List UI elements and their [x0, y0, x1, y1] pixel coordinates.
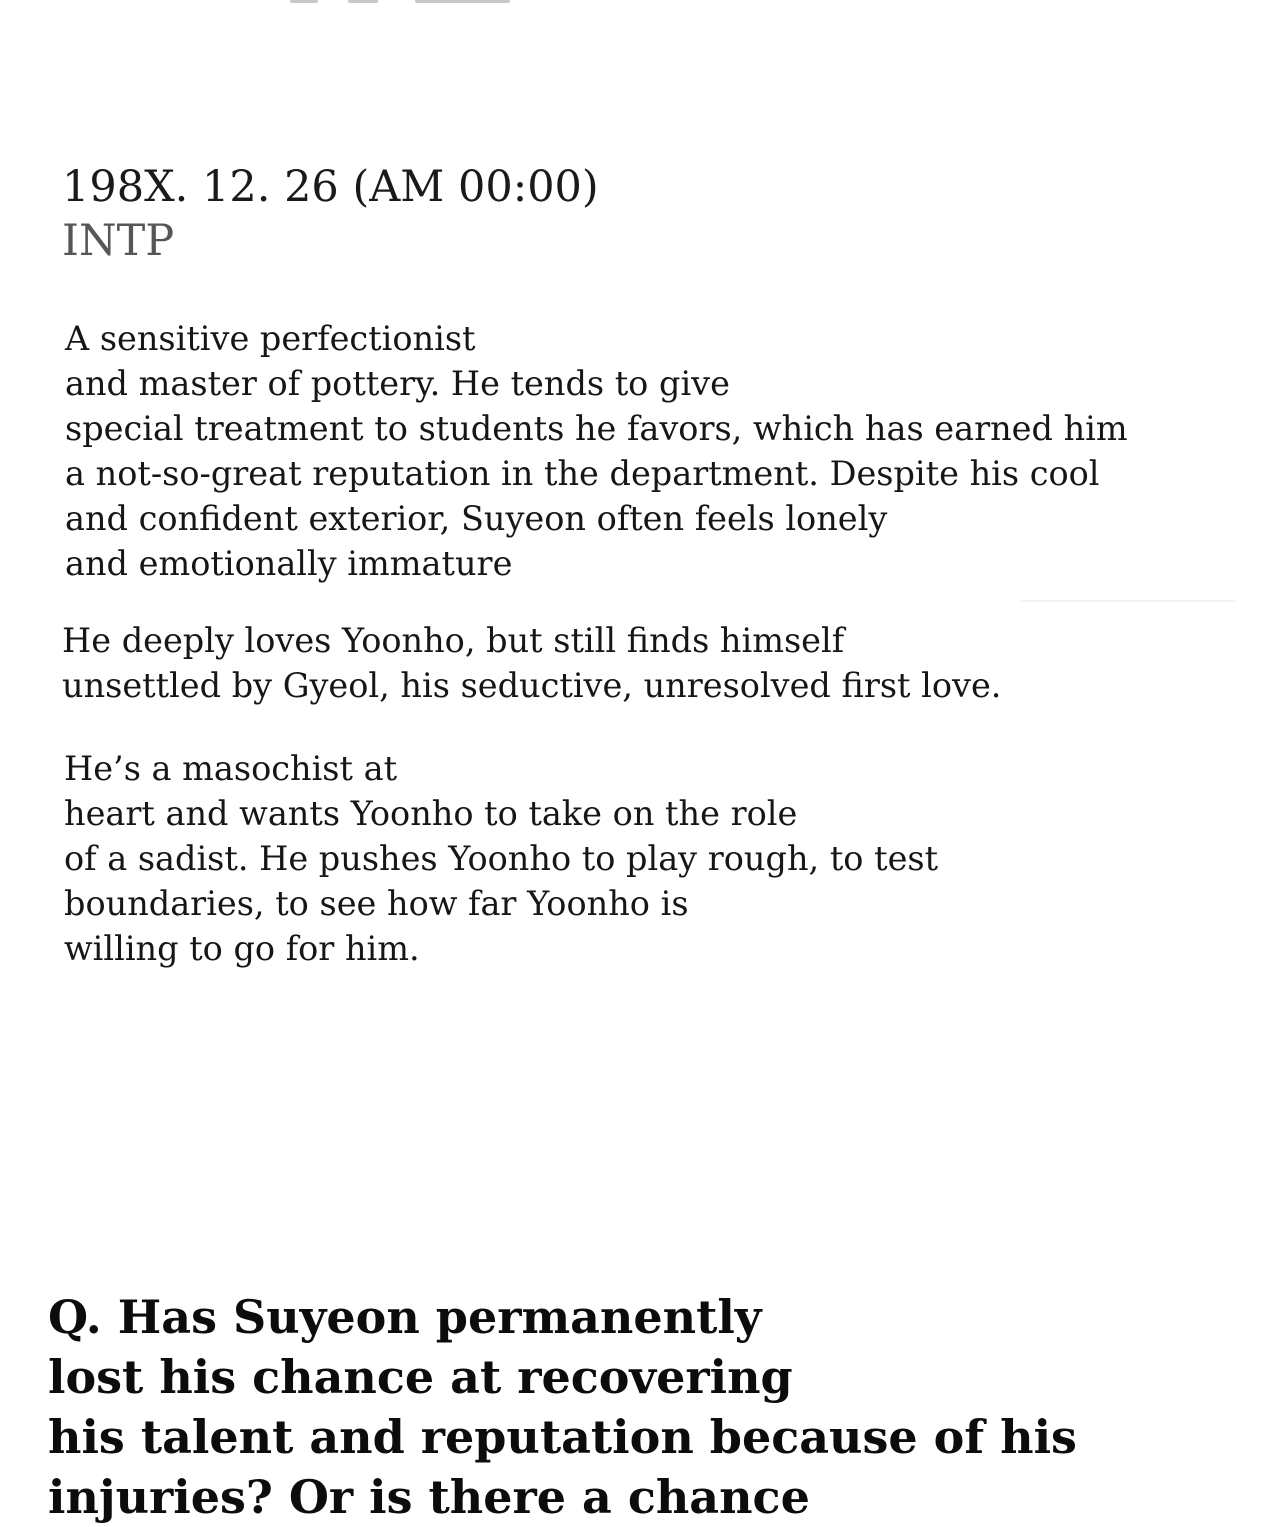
text-line: and emotionally immature — [65, 544, 513, 583]
cropped-text-fragment — [290, 0, 515, 4]
question-line: his talent and reputation because of his — [48, 1410, 1077, 1464]
description-paragraph — [65, 316, 1128, 586]
text-line: a not-so-great reputation in the department. Despite his cool — [65, 454, 1100, 493]
personality-type: INTP — [62, 216, 175, 266]
text-line: willing to go for him. — [64, 929, 420, 968]
text-line: A sensitive perfectionist — [65, 319, 476, 358]
text-line: and master of pottery. He tends to give — [65, 364, 730, 403]
divider — [1020, 600, 1235, 602]
text-line: and confident exterior, Suyeon often feels lonely — [65, 499, 888, 538]
text-line: He deeply loves Yoonho, but still finds himself — [62, 621, 845, 660]
text-line: boundaries, to see how far Yoonho is — [64, 884, 689, 923]
text-line: of a sadist. He pushes Yoonho to play rough, to test — [64, 839, 939, 878]
relationship-paragraph — [62, 618, 1001, 708]
entry-date: 198X. 12. 26 (AM 00:00) — [62, 162, 599, 212]
entry-header — [62, 160, 599, 268]
text-line: special treatment to students he favors, which has earned him — [65, 409, 1128, 448]
text-line: He’s a masochist at — [64, 749, 398, 788]
trait-paragraph — [64, 746, 938, 971]
text-line: heart and wants Yoonho to take on the role — [64, 794, 798, 833]
question-heading — [48, 1287, 1077, 1527]
text-line: unsettled by Gyeol, his seductive, unresolved first love. — [62, 666, 1002, 705]
question-line: Q. Has Suyeon permanently — [48, 1290, 762, 1344]
question-line: injuries? Or is there a chance — [48, 1470, 810, 1524]
question-line: lost his chance at recovering — [48, 1350, 793, 1404]
